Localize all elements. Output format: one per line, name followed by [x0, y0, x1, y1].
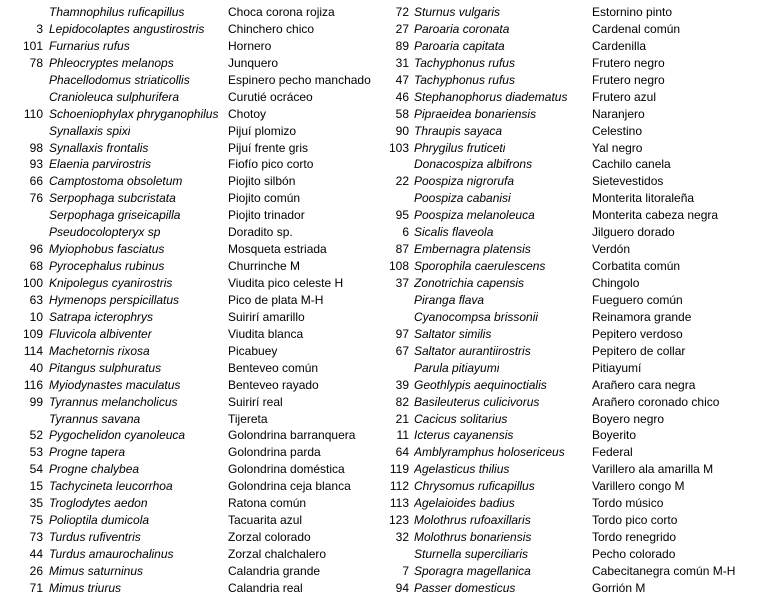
record-number: 7 — [402, 563, 409, 578]
species-row — [384, 529, 768, 546]
record-number: 54 — [29, 462, 43, 477]
record-number: 64 — [395, 445, 409, 460]
common-name: Suirirí amarillo — [228, 309, 305, 324]
scientific-name: Stephanophorus diadematus — [414, 89, 568, 104]
scientific-name: Sicalis flaveola — [414, 225, 494, 240]
record-number: 78 — [29, 55, 43, 70]
scientific-name: Geothlypis aequinoctialis — [414, 377, 547, 392]
species-row — [0, 427, 384, 444]
species-row — [384, 546, 768, 563]
record-number: 108 — [388, 259, 409, 274]
common-name: Cachilo canela — [592, 157, 671, 172]
record-number: 22 — [395, 174, 409, 189]
species-row — [384, 258, 768, 275]
common-name: Celestino — [592, 123, 643, 138]
common-name: Jilguero dorado — [592, 225, 675, 240]
scientific-name: Tachyphonus rufus — [414, 55, 515, 70]
species-row — [384, 173, 768, 190]
scientific-name: Poospiza cabanisi — [414, 191, 511, 206]
scientific-name: Phacellodomus striaticollis — [49, 72, 190, 87]
common-name: Zorzal colorado — [228, 530, 311, 545]
record-number: 97 — [395, 326, 409, 341]
species-row — [0, 123, 384, 140]
record-number: 103 — [388, 140, 409, 155]
common-name: Monterita litoraleña — [592, 191, 695, 206]
common-name: Frutero negro — [592, 72, 665, 87]
scientific-name: Saltator aurantiirostris — [414, 343, 531, 358]
record-number: 15 — [29, 479, 43, 494]
common-name: Zorzal chalchalero — [228, 547, 327, 561]
species-row — [384, 411, 768, 428]
common-name: Piojito trinador — [228, 208, 305, 223]
common-name: Estornino pinto — [592, 5, 673, 19]
scientific-name: Knipolegus cyanirostris — [49, 276, 173, 290]
species-row — [384, 224, 768, 241]
common-name: Pitiayumí — [592, 360, 642, 375]
species-row — [0, 563, 384, 580]
scientific-name: Pygochelidon cyanoleuca — [49, 428, 186, 443]
common-name: Tacuarita azul — [228, 513, 303, 528]
record-number: 101 — [22, 38, 43, 53]
scientific-name: Mimus triurus — [49, 580, 122, 595]
record-number: 75 — [29, 513, 43, 528]
record-number: 46 — [395, 89, 409, 104]
scientific-name: Cranioleuca sulphurifera — [49, 89, 180, 104]
common-name: Fueguero común — [592, 292, 683, 307]
scientific-name: Sporagra magellanica — [414, 563, 531, 578]
species-row — [384, 21, 768, 38]
record-number: 6 — [402, 225, 409, 240]
record-number: 119 — [389, 462, 409, 477]
scientific-name: Pseudocolopteryx sp — [49, 225, 161, 240]
scientific-name: Myiophobus fasciatus — [49, 242, 165, 257]
scientific-name: Phrygilus fruticeti — [414, 140, 506, 155]
scientific-name: Pyrocephalus rubinus — [49, 259, 165, 274]
species-row — [0, 444, 384, 461]
scientific-name: Basileuterus culicivorus — [414, 394, 540, 409]
species-row — [0, 546, 384, 563]
record-number: 63 — [29, 292, 43, 307]
species-row — [384, 140, 768, 157]
scientific-name: Zonotrichia capensis — [414, 276, 525, 290]
common-name: Gorrión M — [592, 580, 646, 595]
species-row — [384, 190, 768, 207]
species-row — [0, 140, 384, 157]
species-row — [0, 190, 384, 207]
common-name: Espinero pecho manchado — [228, 72, 371, 87]
species-row — [0, 478, 384, 495]
species-row — [0, 21, 384, 38]
record-number: 76 — [29, 191, 43, 206]
scientific-name: Poospiza nigrorufa — [414, 174, 515, 189]
species-row — [0, 55, 384, 72]
scientific-name: Sporophila caerulescens — [414, 259, 546, 274]
record-number: 32 — [395, 530, 409, 545]
common-name: Hornero — [228, 38, 272, 53]
species-row — [384, 377, 768, 394]
scientific-name: Paroaria capitata — [414, 38, 505, 53]
record-number: 87 — [395, 242, 409, 257]
species-row — [384, 275, 768, 292]
species-row — [0, 461, 384, 478]
species-row — [384, 478, 768, 495]
common-name: Picabuey — [228, 343, 278, 358]
scientific-name: Thraupis sayaca — [414, 123, 503, 138]
species-row — [384, 207, 768, 224]
scientific-name: Donacospiza albifrons — [414, 157, 533, 172]
species-row — [0, 241, 384, 258]
scientific-name: Myiodynastes maculatus — [49, 377, 181, 392]
scientific-name: Polioptila dumicola — [49, 513, 150, 528]
record-number: 95 — [395, 208, 409, 223]
species-row — [384, 72, 768, 89]
record-number: 44 — [29, 547, 43, 561]
scientific-name: Tachycineta leucorrhoa — [49, 479, 173, 494]
common-name: Boyerito — [592, 428, 637, 443]
record-number: 96 — [29, 242, 43, 257]
record-number: 123 — [388, 513, 409, 528]
scientific-name: Cyanocompsa brissonii — [414, 309, 539, 324]
species-row — [384, 156, 768, 173]
common-name: Calandria grande — [228, 563, 321, 578]
common-name: Benteveo rayado — [228, 377, 319, 392]
species-row — [0, 529, 384, 546]
species-row — [0, 156, 384, 173]
record-number: 116 — [23, 377, 43, 392]
scientific-name: Molothrus bonariensis — [414, 530, 532, 545]
scientific-name: Furnarius rufus — [49, 38, 130, 53]
scientific-name: Hymenops perspicillatus — [49, 292, 180, 307]
record-number: 40 — [29, 360, 43, 375]
common-name: Pepitero de collar — [592, 343, 686, 358]
record-number: 98 — [29, 140, 43, 155]
record-number: 53 — [29, 445, 43, 460]
species-row — [0, 173, 384, 190]
species-row — [384, 123, 768, 140]
species-row — [0, 106, 384, 123]
species-list-sheet — [0, 4, 768, 608]
species-row — [0, 512, 384, 529]
scientific-name: Schoeniophylax phryganophilus — [49, 106, 219, 121]
species-row — [0, 495, 384, 512]
species-row — [0, 207, 384, 224]
scientific-name: Phleocryptes melanops — [49, 55, 174, 70]
species-row — [0, 224, 384, 241]
species-row — [384, 563, 768, 580]
record-number: 39 — [395, 377, 409, 392]
species-row — [384, 106, 768, 123]
common-name: Golondrina doméstica — [228, 462, 345, 477]
common-name: Fiofío pico corto — [228, 157, 314, 172]
common-name: Naranjero — [592, 106, 645, 121]
record-number: 10 — [29, 309, 43, 324]
record-number: 26 — [29, 563, 43, 578]
species-row — [384, 427, 768, 444]
species-row — [384, 343, 768, 360]
species-row — [384, 38, 768, 55]
scientific-name: Troglodytes aedon — [49, 496, 148, 511]
scientific-name: Elaenia parvirostris — [49, 157, 152, 172]
species-row — [0, 309, 384, 326]
species-row — [0, 89, 384, 106]
scientific-name: Satrapa icterophrys — [49, 309, 154, 324]
common-name: Varillero congo M — [592, 479, 685, 494]
record-number: 93 — [29, 157, 43, 172]
common-name: Boyero negro — [592, 411, 665, 426]
common-name: Churrinche M — [228, 259, 301, 274]
common-name: Golondrina ceja blanca — [228, 479, 351, 494]
common-name: Chinchero chico — [228, 21, 315, 36]
scientific-name: Fluvicola albiventer — [49, 326, 152, 341]
scientific-name: Parula pitiayumi — [414, 360, 500, 375]
common-name: Piojito común — [228, 191, 301, 206]
species-row — [384, 241, 768, 258]
species-row — [384, 580, 768, 597]
common-name: Doradito sp. — [228, 225, 293, 240]
common-name: Cardenilla — [592, 38, 647, 53]
common-name: Tordo renegrido — [592, 530, 677, 545]
record-number: 58 — [395, 106, 409, 121]
common-name: Viudita blanca — [228, 326, 304, 341]
common-name: Pecho colorado — [592, 547, 676, 561]
common-name: Frutero negro — [592, 55, 665, 70]
scientific-name: Turdus rufiventris — [49, 530, 141, 545]
common-name: Varillero ala amarilla M — [592, 462, 714, 477]
right-species-column — [384, 4, 768, 597]
common-name: Pepitero verdoso — [592, 326, 683, 341]
record-number: 11 — [396, 428, 409, 443]
scientific-name: Sturnella superciliaris — [414, 547, 529, 561]
common-name: Viudita pico celeste H — [228, 276, 344, 290]
scientific-name: Embernagra platensis — [414, 242, 531, 257]
common-name: Frutero azul — [592, 89, 657, 104]
common-name: Cabecitanegra común M-H — [592, 563, 736, 578]
scientific-name: Tyrannus melancholicus — [49, 394, 178, 409]
record-number: 37 — [395, 276, 409, 290]
record-number: 94 — [395, 580, 409, 595]
record-number: 31 — [395, 55, 409, 70]
common-name: Suirirí real — [228, 394, 283, 409]
scientific-name: Progne chalybea — [49, 462, 140, 477]
scientific-name: Chrysomus ruficapillus — [414, 479, 535, 494]
record-number: 114 — [23, 343, 43, 358]
common-name: Monterita cabeza negra — [592, 208, 719, 223]
common-name: Tijereta — [228, 411, 268, 426]
common-name: Arañero coronado chico — [592, 394, 720, 409]
scientific-name: Amblyramphus holosericeus — [414, 445, 565, 460]
scientific-name: Machetornis rixosa — [49, 343, 150, 358]
species-row — [0, 411, 384, 428]
common-name: Reinamora grande — [592, 309, 692, 324]
common-name: Golondrina parda — [228, 445, 321, 460]
scientific-name: Paroaria coronata — [414, 21, 510, 36]
scientific-name: Icterus cayanensis — [414, 428, 514, 443]
record-number: 72 — [395, 5, 409, 19]
record-number: 90 — [395, 123, 409, 138]
species-row — [384, 444, 768, 461]
common-name: Mosqueta estriada — [228, 242, 327, 257]
record-number: 3 — [36, 21, 43, 36]
species-row — [384, 394, 768, 411]
common-name: Chingolo — [592, 276, 640, 290]
species-row — [384, 360, 768, 377]
scientific-name: Mimus saturninus — [49, 563, 144, 578]
species-row — [384, 292, 768, 309]
record-number: 35 — [29, 496, 43, 511]
species-row — [384, 326, 768, 343]
scientific-name: Camptostoma obsoletum — [49, 174, 183, 189]
species-row — [384, 89, 768, 106]
common-name: Verdón — [592, 242, 631, 257]
common-name: Federal — [592, 445, 633, 460]
species-row — [384, 309, 768, 326]
common-name: Junquero — [228, 55, 279, 70]
record-number: 109 — [22, 326, 43, 341]
scientific-name: Synallaxis frontalis — [49, 140, 149, 155]
common-name: Pijuí plomizo — [228, 123, 297, 138]
record-number: 73 — [29, 530, 43, 545]
common-name: Tordo pico corto — [592, 513, 678, 528]
species-row — [0, 292, 384, 309]
scientific-name: Turdus amaurochalinus — [49, 547, 174, 561]
species-row — [0, 360, 384, 377]
record-number: 113 — [389, 496, 409, 511]
species-row — [384, 55, 768, 72]
species-row — [0, 343, 384, 360]
species-row — [0, 377, 384, 394]
common-name: Pijuí frente gris — [228, 140, 309, 155]
common-name: Ratona común — [228, 496, 307, 511]
record-number: 67 — [395, 343, 409, 358]
scientific-name: Tyrannus savana — [49, 411, 141, 426]
common-name: Yal negro — [592, 140, 643, 155]
species-row — [384, 495, 768, 512]
scientific-name: Tachyphonus rufus — [414, 72, 515, 87]
common-name: Golondrina barranquera — [228, 428, 356, 443]
record-number: 68 — [29, 259, 43, 274]
scientific-name: Pitangus sulphuratus — [49, 360, 162, 375]
record-number: 100 — [22, 276, 43, 290]
record-number: 21 — [395, 411, 409, 426]
species-row — [0, 38, 384, 55]
scientific-name: Pipraeidea bonariensis — [414, 106, 537, 121]
scientific-name: Poospiza melanoleuca — [414, 208, 535, 223]
common-name: Arañero cara negra — [592, 377, 696, 392]
scientific-name: Cacicus solitarius — [414, 411, 508, 426]
scientific-name: Thamnophilus ruficapillus — [49, 5, 185, 19]
species-row — [0, 258, 384, 275]
scientific-name: Molothrus rufoaxillaris — [414, 513, 531, 528]
common-name: Pico de plata M-H — [228, 292, 324, 307]
common-name: Curutié ocráceo — [228, 89, 313, 104]
species-row — [384, 512, 768, 529]
common-name: Chotoy — [228, 106, 267, 121]
species-row — [0, 394, 384, 411]
common-name: Sietevestidos — [592, 174, 664, 189]
left-species-column — [0, 4, 384, 597]
record-number: 82 — [395, 394, 409, 409]
record-number: 71 — [29, 580, 43, 595]
scientific-name: Sturnus vulgaris — [414, 5, 501, 19]
species-row — [0, 72, 384, 89]
record-number: 66 — [29, 174, 43, 189]
scientific-name: Serpophaga griseicapilla — [49, 208, 181, 223]
record-number: 112 — [389, 479, 409, 494]
scientific-name: Passer domesticus — [414, 580, 516, 595]
scientific-name: Serpophaga subcristata — [49, 191, 176, 206]
record-number: 27 — [395, 21, 409, 36]
scientific-name: Progne tapera — [49, 445, 126, 460]
species-row — [0, 580, 384, 597]
species-row — [0, 275, 384, 292]
scientific-name: Synallaxis spixi — [49, 123, 131, 138]
species-row — [0, 326, 384, 343]
scientific-name: Agelaioides badius — [414, 496, 515, 511]
species-row — [0, 4, 384, 21]
common-name: Choca corona rojiza — [228, 5, 335, 19]
common-name: Calandria real — [228, 580, 303, 595]
common-name: Cardenal común — [592, 21, 681, 36]
common-name: Benteveo común — [228, 360, 319, 375]
scientific-name: Lepidocolaptes angustirostris — [49, 21, 205, 36]
record-number: 89 — [395, 38, 409, 53]
record-number: 99 — [29, 394, 43, 409]
scientific-name: Agelasticus thilius — [414, 462, 510, 477]
record-number: 47 — [395, 72, 409, 87]
common-name: Tordo músico — [592, 496, 664, 511]
species-row — [384, 461, 768, 478]
record-number: 52 — [29, 428, 43, 443]
scientific-name: Saltator similis — [414, 326, 492, 341]
common-name: Corbatita común — [592, 259, 681, 274]
common-name: Piojito silbón — [228, 174, 296, 189]
scientific-name: Piranga flava — [414, 292, 485, 307]
record-number: 110 — [23, 106, 43, 121]
species-row — [384, 4, 768, 21]
